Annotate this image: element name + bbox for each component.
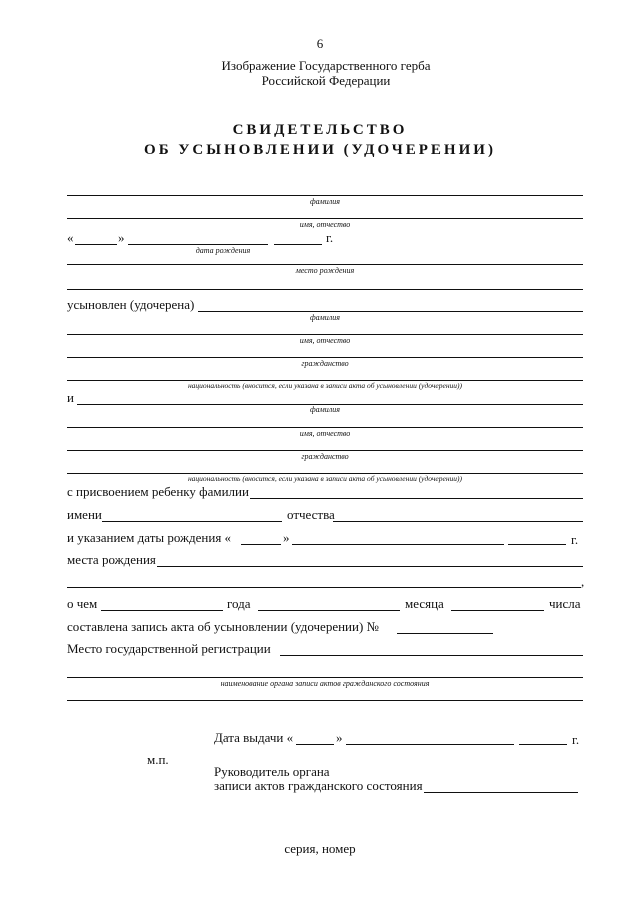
coat-of-arms-note-line1: Изображение Государственного герба	[221, 58, 431, 73]
parent2-citizenship-field[interactable]	[67, 450, 583, 451]
series-number-label: серия, номер	[284, 841, 356, 856]
assign-surname-label: с присвоением ребенку фамилии	[67, 484, 249, 499]
quote-open: «	[67, 230, 74, 245]
head-of-body-label-line1: Руководитель органа	[214, 764, 330, 779]
year-label: года	[227, 596, 251, 611]
day-label: числа	[549, 596, 581, 611]
issue-month-field[interactable]	[346, 744, 514, 745]
month-label: месяца	[405, 596, 444, 611]
year-mark-2: г.	[571, 532, 579, 547]
quote-close-3: »	[336, 730, 343, 745]
coat-of-arms-note-line2: Российской Федерации	[261, 73, 391, 88]
record-month-field[interactable]	[258, 610, 400, 611]
head-of-body-label-line2: записи актов гражданского состояния	[214, 778, 423, 793]
parent1-citizenship-caption: гражданство	[301, 359, 349, 368]
parent2-nationality-caption: национальность (вносится, если указана в записи акта об усыновлении (удочерении))	[187, 474, 463, 483]
document-subtitle: ОБ УСЫНОВЛЕНИИ (УДОЧЕРЕНИИ)	[144, 142, 496, 158]
document-title: СВИДЕТЕЛЬСТВО	[232, 122, 408, 138]
parent2-citizenship-caption: гражданство	[301, 452, 349, 461]
birth-place-field[interactable]	[67, 264, 583, 265]
about-which-label: о чем	[67, 596, 98, 611]
new-birth-month-field[interactable]	[292, 544, 504, 545]
registration-place-label: Место государственной регистрации	[67, 641, 271, 656]
signature-field[interactable]	[424, 792, 578, 793]
new-birth-day-field[interactable]	[241, 544, 281, 545]
registry-body-caption: наименование органа записи актов гражданского состояния	[220, 679, 430, 688]
and-label: и	[67, 390, 74, 405]
record-number-field[interactable]	[397, 633, 493, 634]
birth-day-field[interactable]	[75, 244, 117, 245]
year-mark-3: г.	[572, 732, 580, 747]
stamp-place-label: м.п.	[147, 752, 169, 767]
comma: ,	[581, 574, 585, 589]
record-year-words-field[interactable]	[101, 610, 223, 611]
quote-close: »	[118, 230, 125, 245]
birth-date-change-label: и указанием даты рождения «	[67, 530, 232, 545]
birth-month-field[interactable]	[128, 244, 268, 245]
parent1-name-field[interactable]	[67, 334, 583, 335]
child-name-caption: имя, отчество	[299, 220, 351, 229]
first-name-label: имени	[67, 507, 102, 522]
child-surname-caption: фамилия	[310, 197, 340, 206]
assigned-surname-field[interactable]	[250, 498, 583, 499]
parent2-name-field[interactable]	[67, 427, 583, 428]
assigned-patronymic-field[interactable]	[333, 521, 583, 522]
new-birth-place-field[interactable]	[157, 566, 583, 567]
birth-date-caption: дата рождения	[195, 246, 251, 255]
adopted-by-label: усыновлен (удочерена)	[67, 297, 195, 312]
patronymic-label: отчества	[287, 507, 335, 522]
registry-body-field-2[interactable]	[67, 700, 583, 701]
parent1-surname-field[interactable]	[198, 311, 583, 312]
parent1-citizenship-field[interactable]	[67, 357, 583, 358]
registry-body-field[interactable]	[67, 677, 583, 678]
parent2-surname-caption: фамилия	[310, 405, 340, 414]
birth-year-field[interactable]	[274, 244, 322, 245]
page-number: 6	[316, 36, 324, 51]
record-day-field[interactable]	[451, 610, 544, 611]
registration-place-field[interactable]	[280, 655, 583, 656]
parent1-surname-caption: фамилия	[310, 313, 340, 322]
birth-place-caption: место рождения	[295, 266, 355, 275]
issue-day-field[interactable]	[296, 744, 334, 745]
child-surname-field[interactable]	[67, 195, 583, 196]
birth-place-change-label: места рождения	[67, 552, 156, 567]
new-birth-year-field[interactable]	[508, 544, 566, 545]
record-made-label: составлена запись акта об усыновлении (удочерении) №	[67, 619, 379, 634]
issue-date-label: Дата выдачи «	[214, 730, 294, 745]
new-birth-place-field-2[interactable]	[67, 587, 581, 588]
year-mark: г.	[326, 230, 334, 245]
quote-close-2: »	[283, 530, 290, 545]
birth-place-field-2[interactable]	[67, 289, 583, 290]
parent1-nationality-caption: национальность (вносится, если указана в записи акта об усыновлении (удочерении))	[187, 381, 463, 390]
assigned-name-field[interactable]	[102, 521, 282, 522]
parent2-name-caption: имя, отчество	[299, 429, 351, 438]
issue-year-field[interactable]	[519, 744, 567, 745]
child-name-field[interactable]	[67, 218, 583, 219]
parent1-name-caption: имя, отчество	[299, 336, 351, 345]
